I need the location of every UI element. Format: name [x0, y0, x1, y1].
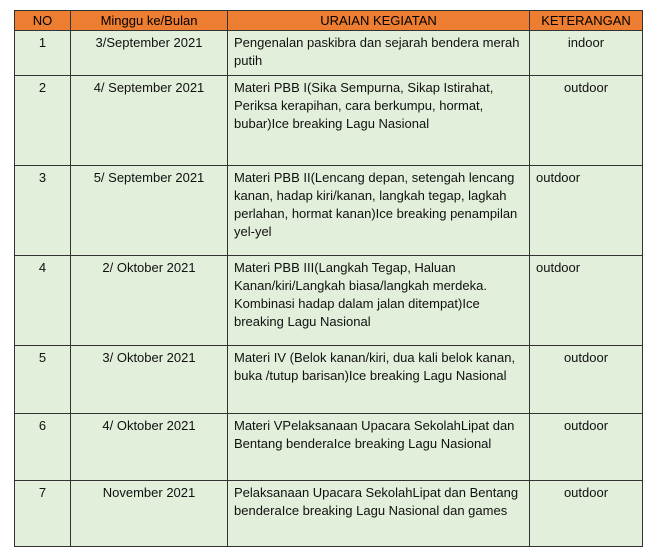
table-row — [15, 31, 643, 76]
cell-no: 2 — [15, 76, 71, 166]
cell-keterangan: outdoor — [530, 166, 643, 256]
cell-minggu: 5/ September 2021 — [71, 166, 228, 256]
cell-no: 1 — [15, 31, 71, 76]
cell-no: 7 — [15, 481, 71, 547]
cell-keterangan: indoor — [530, 31, 643, 76]
cell-keterangan: outdoor — [530, 481, 643, 547]
header-row — [15, 11, 643, 31]
activity-table — [14, 10, 643, 547]
header-uraian: URAIAN KEGIATAN — [228, 11, 530, 31]
cell-no: 6 — [15, 414, 71, 481]
cell-minggu: 4/ September 2021 — [71, 76, 228, 166]
cell-minggu: November 2021 — [71, 481, 228, 547]
cell-minggu: 3/September 2021 — [71, 31, 228, 76]
cell-minggu: 3/ Oktober 2021 — [71, 346, 228, 414]
table-row — [15, 481, 643, 547]
table-row — [15, 414, 643, 481]
table-row — [15, 346, 643, 414]
table-row — [15, 256, 643, 346]
table-row — [15, 166, 643, 256]
cell-uraian: Materi PBB I(Sika Sempurna, Sikap Istirahat, Periksa kerapihan, cara berkumpu, hormat, bubar)Ice breaking Lagu Nasional — [228, 76, 530, 166]
cell-keterangan: outdoor — [530, 346, 643, 414]
cell-keterangan: outdoor — [530, 76, 643, 166]
cell-no: 4 — [15, 256, 71, 346]
cell-minggu: 2/ Oktober 2021 — [71, 256, 228, 346]
cell-keterangan: outdoor — [530, 414, 643, 481]
cell-no: 3 — [15, 166, 71, 256]
cell-minggu: 4/ Oktober 2021 — [71, 414, 228, 481]
cell-no: 5 — [15, 346, 71, 414]
cell-uraian: Materi PBB II(Lencang depan, setengah lencang kanan, hadap kiri/kanan, langkah tegap, lagkah perlahan, hormat kanan)Ice breaking penampilan yel-yel — [228, 166, 530, 256]
table-row — [15, 76, 643, 166]
cell-uraian: Pelaksanaan Upacara SekolahLipat dan Bentang benderaIce breaking Lagu Nasional dan games — [228, 481, 530, 547]
cell-uraian: Materi VPelaksanaan Upacara SekolahLipat dan Bentang benderaIce breaking Lagu Nasional — [228, 414, 530, 481]
cell-keterangan: outdoor — [530, 256, 643, 346]
cell-uraian: Materi IV (Belok kanan/kiri, dua kali belok kanan, buka /tutup barisan)Ice breaking Lagu Nasional — [228, 346, 530, 414]
header-keterangan: KETERANGAN — [530, 11, 643, 31]
cell-uraian: Pengenalan paskibra dan sejarah bendera merah putih — [228, 31, 530, 76]
cell-uraian: Materi PBB III(Langkah Tegap, Haluan Kanan/kiri/Langkah biasa/langkah merdeka. Kombinasi hadap dalam jalan ditempat)Ice breaking Lagu Nasional — [228, 256, 530, 346]
header-minggu: Minggu ke/Bulan — [71, 11, 228, 31]
header-no: NO — [15, 11, 71, 31]
